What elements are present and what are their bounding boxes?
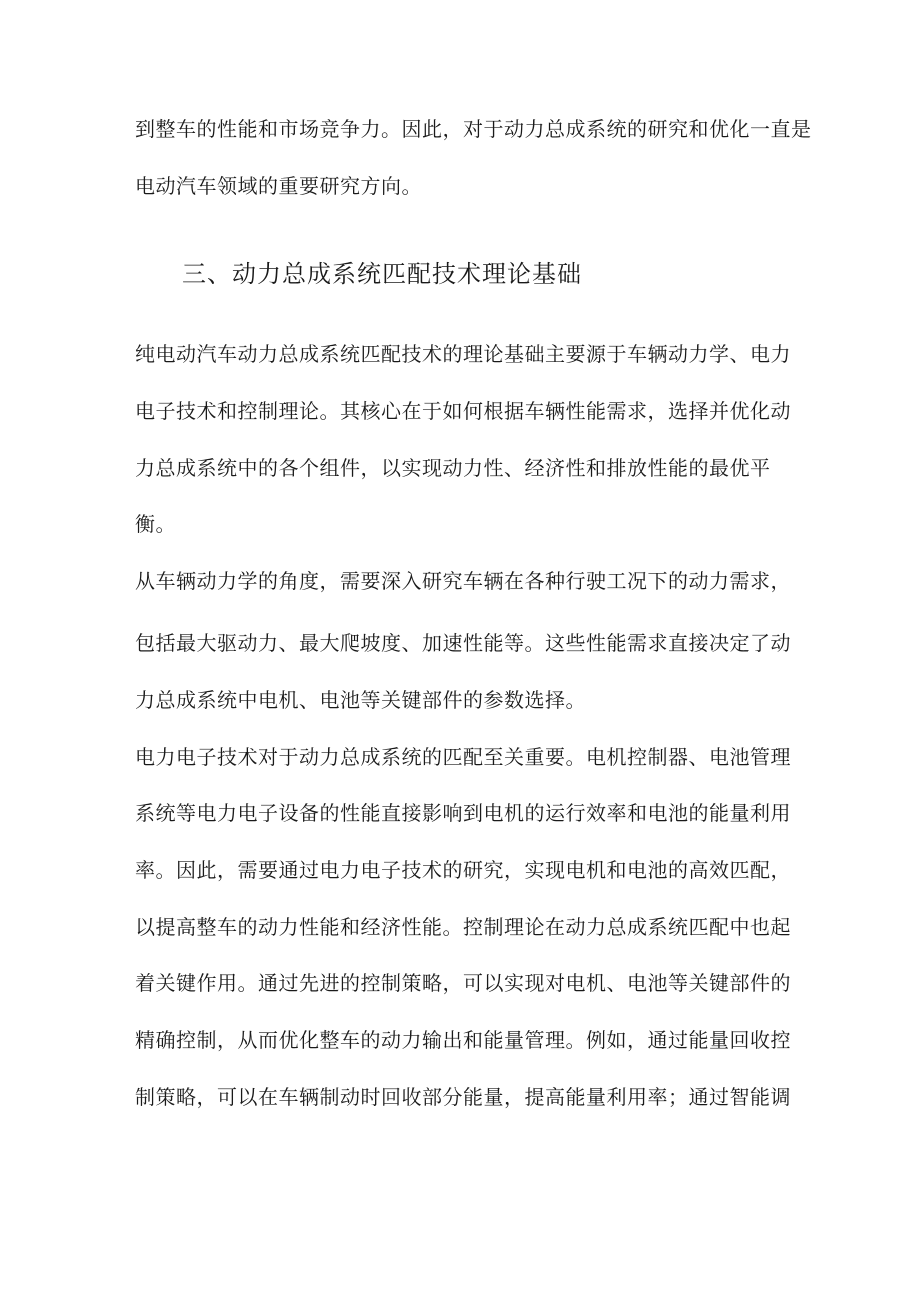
paragraph-line: 纯电动汽车动力总成系统匹配技术的理论基础主要源于车辆动力学、电力 bbox=[135, 342, 791, 366]
paragraph-line: 力总成系统中电机、电池等关键部件的参数选择。 bbox=[135, 688, 586, 712]
section-heading: 三、动力总成系统匹配技术理论基础 bbox=[182, 260, 582, 288]
paragraph-line: 电子技术和控制理论。其核心在于如何根据车辆性能需求，选择并优化动 bbox=[135, 399, 791, 423]
paragraph-line: 力总成系统中的各个组件，以实现动力性、经济性和排放性能的最优平 bbox=[135, 456, 771, 480]
paragraph-line: 着关键作用。通过先进的控制策略，可以实现对电机、电池等关键部件的 bbox=[135, 971, 791, 995]
paragraph-line: 制策略，可以在车辆制动时回收部分能量，提高能量利用率；通过智能调 bbox=[135, 1085, 791, 1109]
paragraph-line: 系统等电力电子设备的性能直接影响到电机的运行效率和电池的能量利用 bbox=[135, 801, 791, 825]
intro-line-2: 电动汽车领域的重要研究方向。 bbox=[135, 174, 422, 198]
intro-line-1: 到整车的性能和市场竞争力。因此，对于动力总成系统的研究和优化一直是 bbox=[135, 117, 812, 141]
paragraph-line: 精确控制，从而优化整车的动力输出和能量管理。例如，通过能量回收控 bbox=[135, 1028, 791, 1052]
paragraph-line: 包括最大驱动力、最大爬坡度、加速性能等。这些性能需求直接决定了动 bbox=[135, 631, 791, 655]
paragraph-line: 衡。 bbox=[135, 512, 176, 536]
paragraph-line: 从车辆动力学的角度，需要深入研究车辆在各种行驶工况下的动力需求， bbox=[135, 569, 791, 593]
paragraph-line: 以提高整车的动力性能和经济性能。控制理论在动力总成系统匹配中也起 bbox=[135, 915, 791, 939]
paragraph-line: 率。因此，需要通过电力电子技术的研究，实现电机和电池的高效匹配， bbox=[135, 858, 791, 882]
paragraph-line: 电力电子技术对于动力总成系统的匹配至关重要。电机控制器、电池管理 bbox=[135, 745, 791, 769]
